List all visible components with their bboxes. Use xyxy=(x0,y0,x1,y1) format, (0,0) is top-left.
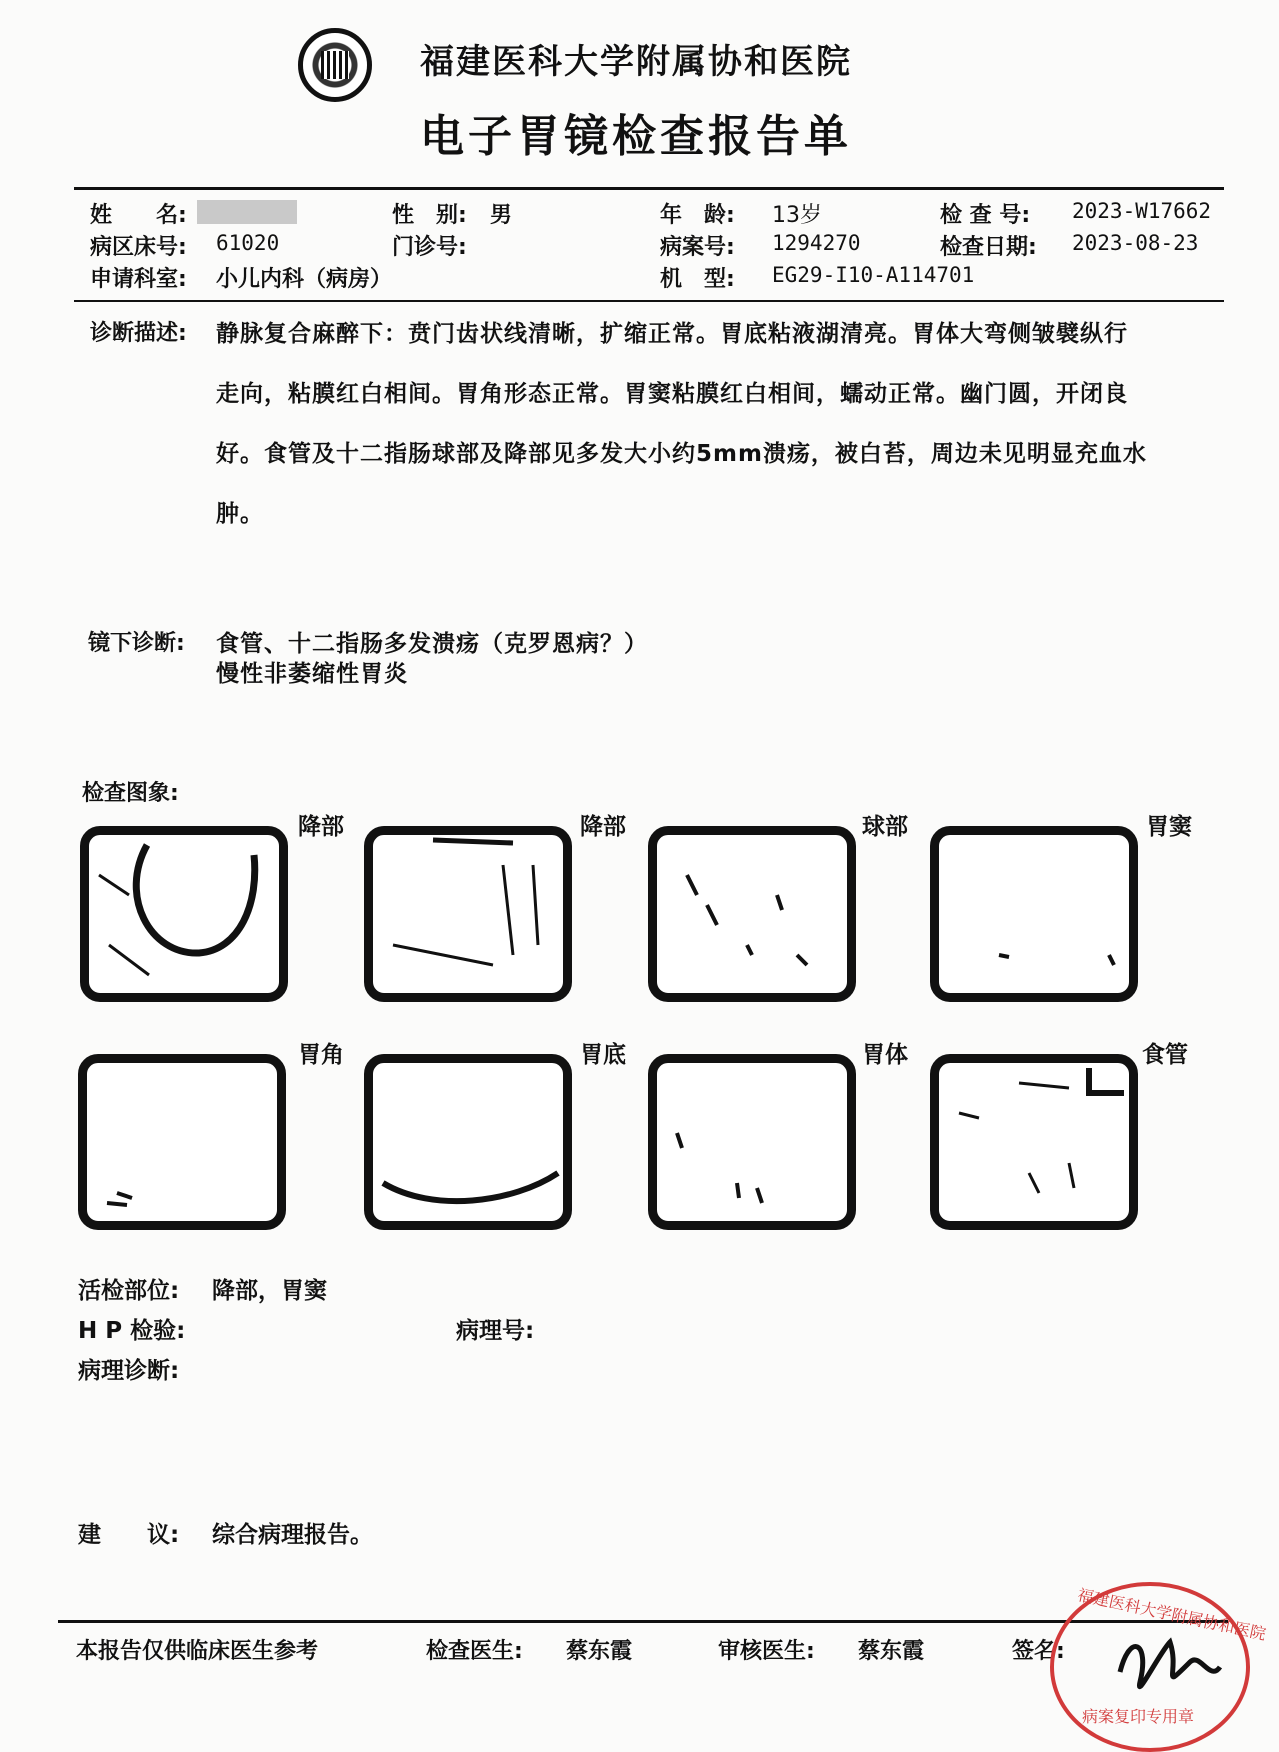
age-label: 年 龄: xyxy=(660,203,735,228)
hospital-name: 福建医科大学附属协和医院 xyxy=(420,42,852,82)
image-label-6: 胃底 xyxy=(580,1042,626,1068)
reviewer-label: 审核医生: xyxy=(718,1639,815,1664)
redacted-name xyxy=(197,200,297,224)
reviewer-name: 蔡东霞 xyxy=(858,1639,925,1664)
endoscopic-dx-line-1: 食管、十二指肠多发溃疡（克罗恩病？） xyxy=(216,631,648,657)
images-label: 检查图象: xyxy=(82,781,179,806)
diagnosis-line-4: 肿。 xyxy=(216,501,264,527)
exam-date-value: 2023-08-23 xyxy=(1072,231,1199,255)
gender-label: 性 别: xyxy=(392,203,467,228)
footer-rule xyxy=(58,1620,1228,1623)
image-label-8: 食管 xyxy=(1142,1042,1188,1068)
diagnosis-line-3: 好。食管及十二指肠球部及降部见多发大小约5mm溃疡，被白苔，周边未见明显充血水 xyxy=(216,441,1147,467)
hp-label: H P 检验: xyxy=(78,1318,186,1344)
top-rule xyxy=(74,187,1224,190)
endoscopy-image-3[interactable] xyxy=(648,826,856,1002)
gender-value: 男 xyxy=(490,203,513,228)
endoscopy-image-2[interactable] xyxy=(364,826,572,1002)
mid-rule xyxy=(74,300,1224,302)
outpatient-label: 门诊号: xyxy=(392,235,467,260)
endoscopy-image-7[interactable] xyxy=(648,1054,856,1230)
dept-value: 小儿内科（病房） xyxy=(216,267,393,292)
pathology-no-label: 病理号: xyxy=(456,1318,535,1344)
report-title: 电子胃镜检查报告单 xyxy=(420,111,852,162)
advice-value: 综合病理报告。 xyxy=(212,1522,373,1548)
ward-bed-label: 病区床号: xyxy=(90,235,187,260)
endoscopy-image-4[interactable] xyxy=(930,826,1138,1002)
image-label-1: 降部 xyxy=(298,814,344,840)
signature-label: 签名: xyxy=(1012,1639,1065,1664)
image-label-7: 胃体 xyxy=(862,1042,908,1068)
image-label-2: 降部 xyxy=(580,814,626,840)
model-value: EG29-I10-A114701 xyxy=(772,263,975,287)
endoscopic-dx-label: 镜下诊断: xyxy=(88,631,185,656)
seal-bottom-text: 病案复印专用章 xyxy=(1082,1707,1195,1726)
exam-no-value: 2023-W17662 xyxy=(1072,199,1212,223)
case-no-label: 病案号: xyxy=(660,235,735,260)
model-label: 机 型: xyxy=(660,267,735,292)
diagnosis-desc-label: 诊断描述: xyxy=(90,321,187,346)
age-value: 13岁 xyxy=(772,203,822,228)
seal-arc-text: 福建医科大学附属协和医院 xyxy=(1075,1585,1268,1644)
ward-bed-value: 61020 xyxy=(216,231,280,255)
hospital-logo xyxy=(298,28,372,102)
case-no-value: 1294270 xyxy=(772,231,861,255)
pathology-dx-label: 病理诊断: xyxy=(78,1358,180,1384)
biopsy-site-value: 降部，胃窦 xyxy=(212,1278,327,1304)
endoscopy-image-6[interactable] xyxy=(364,1054,572,1230)
diagnosis-line-1: 静脉复合麻醉下：贲门齿状线清晰，扩缩正常。胃底粘液湖清亮。胃体大弯侧皱襞纵行 xyxy=(216,321,1128,347)
exam-no-label: 检 查 号: xyxy=(940,203,1031,228)
name-label: 姓 名: xyxy=(90,203,187,228)
image-label-4: 胃窦 xyxy=(1146,814,1192,840)
handwritten-signature xyxy=(1100,1612,1240,1722)
advice-label: 建 议: xyxy=(78,1522,180,1548)
biopsy-site-label: 活检部位: xyxy=(78,1278,180,1304)
endoscopic-dx-line-2: 慢性非萎缩性胃炎 xyxy=(216,661,408,687)
dept-label: 申请科室: xyxy=(90,267,187,292)
endoscopy-image-5[interactable] xyxy=(78,1054,286,1230)
image-label-5: 胃角 xyxy=(298,1042,344,1068)
examiner-label: 检查医生: xyxy=(426,1639,523,1664)
footer-note: 本报告仅供临床医生参考 xyxy=(76,1639,319,1664)
examiner-name: 蔡东霞 xyxy=(566,1639,633,1664)
image-label-3: 球部 xyxy=(862,814,908,840)
endoscopy-image-8[interactable] xyxy=(930,1054,1138,1230)
exam-date-label: 检查日期: xyxy=(940,235,1037,260)
endoscopy-image-1[interactable] xyxy=(80,826,288,1002)
diagnosis-line-2: 走向，粘膜红白相间。胃角形态正常。胃窦粘膜红白相间，蠕动正常。幽门圆，开闭良 xyxy=(216,381,1128,407)
